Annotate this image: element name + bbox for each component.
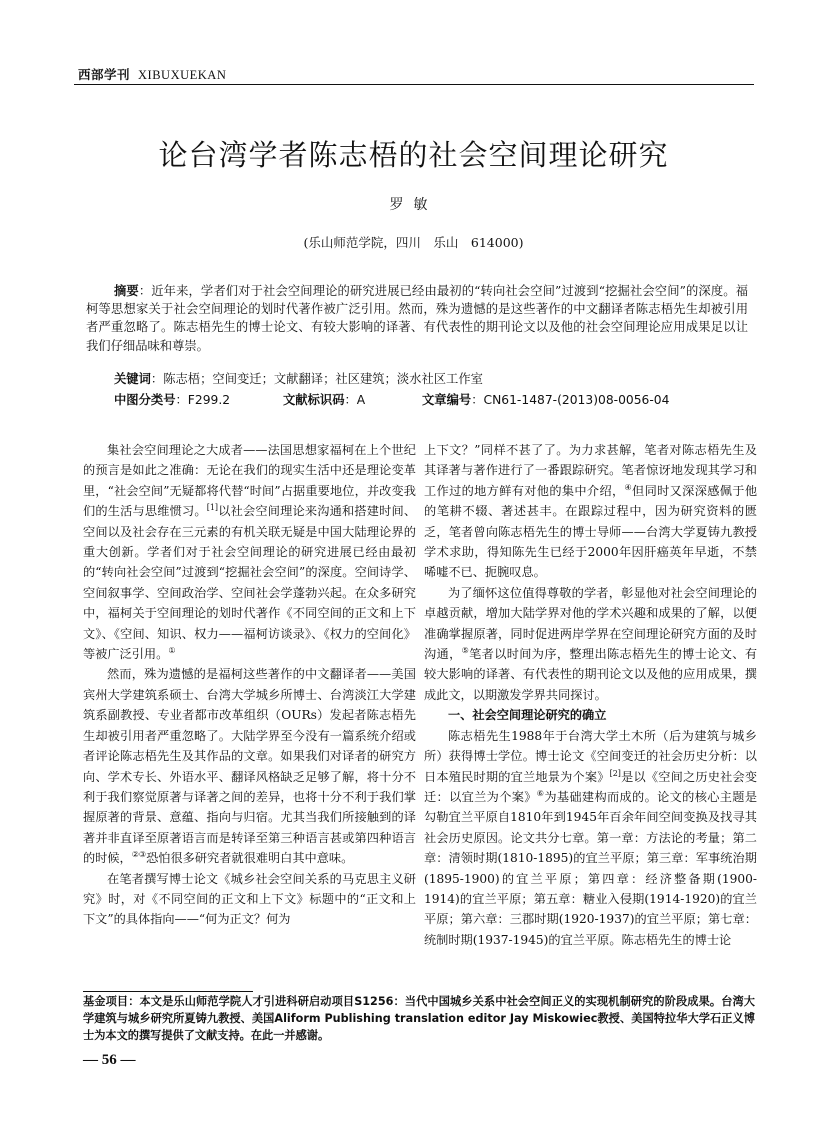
paragraph-text: 上下文？”同样不甚了了。为力求甚解，笔者对陈志梧先生及其译著与著作进行了一番跟踪研究。笔者惊讶地发现其学习和工作过的地方鲜有对他的集中介绍， [424,443,757,498]
paper-title: 论台湾学者陈志梧的社会空间理论研究 [158,138,669,172]
paragraph [424,726,757,950]
body-column-right [424,440,757,950]
note-marker: ④ [624,482,633,492]
body-column-left [83,440,416,930]
article-number [422,390,669,408]
note-marker: ②③ [131,850,147,860]
journal-name-en: XIBUXUEKAN [138,68,227,82]
note-marker: ① [168,646,176,655]
paragraph-text: 然而，殊为遗憾的是福柯这些著作的中文翻译者——美国宾州大学建筑系硕士、台湾大学城乡所博士、台湾淡江大学建筑系副教授、专业者都市改革组织（OURs）发起者陈志梧先生却被引用者严重忽略了。大陆学界至今没有一篇系统介绍或者评论陈志梧先生及其作品的文章。如果我们对译者的研究方向、学术专长、外语水平、翻译风格缺乏足够了解，将十分不利于我们察觉原著与译著之间的差异，也将十分不利于我们掌握原著的背景、意蕴、指向与归宿。尤其当我们所接触到的译著并非直译至原著语言而是转译至第三种语言甚或第四种语言的时候， [83,667,416,866]
abstract [86,282,748,355]
paragraph-text: 但同时又深深感佩于他的笔耕不辍、著述甚丰。在跟踪过程中，因为研究资料的匮乏，笔者曾向陈志梧先生的博士导师——台湾大学夏铸九教授学术求助，得知陈先生已经于2000年因肝癌英年早逝，不禁唏嘘不已、扼腕叹息。 [424,483,758,580]
paragraph [83,869,416,930]
journal-header [78,65,226,83]
document-code-value: ：A [344,393,366,407]
paragraph [424,583,757,705]
paragraph [83,440,416,664]
article-number-label: 文章编号 [422,393,472,407]
paragraph-text: 以社会空间理论来沟通和搭建时间、空间以及社会存在三元素的有机关联无疑是中国大陆理论界的重大创新。学者们对于社会空间理论的研究进展已经由最初的“转向社会空间”过渡到“挖掘社会空间”的深度。空间诗学、空间叙事学、空间政治学、空间社会学蓬勃兴起。在众多研究中，福柯关于空间理论的划时代著作《不同空间的正文和上下文》、《空间、知识、权力——福柯访谈录》、《权力的空间化》等被广泛引用。 [83,504,417,662]
keywords [114,369,754,387]
note-marker: ⑥ [536,788,545,798]
note-marker: ⑤ [461,646,470,655]
keywords-label: 关键词 [114,372,151,386]
paragraph-text: 笔者以时间为序，整理出陈志梧先生的博士论文、有较大影响的译著、有代表性的期刊论文以及他的应用成果，撰成此文，以期激发学界共同探讨。 [424,647,758,702]
paragraph [83,664,416,868]
paragraph-text: 是以《空间之历史社会变迁：以宜兰为个案》 [424,769,758,804]
funding-text: ：本文是乐山师范学院人才引进科研启动项目S1256：当代中国城乡关系中社会空间正义的实现机制研究的阶段成果。台湾大学建筑与城乡研究所夏铸九教授、美国Aliform Publishing translation editor Jay Miskowiec教授、美国特拉华大学石正义博士为本文的撰写提供了文献支持。在此一并感谢。 [83,995,755,1042]
paragraph-text: 集社会空间理论之大成者——法国思想家福柯在上个世纪的预言是如此之准确：无论在我们的现实生活中还是理论变革里，“社会空间”无疑都将代替“时间”占据重要地位，并改变我们的生活与思维惯习。 [83,443,416,519]
keywords-text: ：陈志梧；空间变迁；文献翻译；社区建筑；淡水社区工作室 [150,372,483,386]
paragraph [424,440,757,583]
clc-value: ：F299.2 [175,393,231,407]
clc-label: 中图分类号 [114,393,176,407]
author-affiliation: (乐山师范学院，四川 乐山 614000) [303,235,524,250]
page-number: — 56 — [83,1052,136,1068]
article-number-value: ：CN61-1487-(2013)08-0056-04 [471,393,670,407]
abstract-text: ：近年来，学者们对于社会空间理论的研究进展已经由最初的“转向社会空间”过渡到“挖掘社会空间”的深度。福柯等思想家关于社会空间理论的划时代著作被广泛引用。然而，殊为遗憾的是这些著作的中文翻译者陈志梧先生却被引用者严重忽略了。陈志梧先生的博士论文、有较大影响的译著、有代表性的期刊论文以及他的社会空间理论应用成果足以让我们仔细品味和尊崇。 [86,284,748,353]
reference-marker: [1] [206,503,219,513]
paragraph-text: 陈志梧先生1988年于台湾大学土木所（后为建筑与城乡所）获得博士学位。博士论文《空间变迁的社会历史分析：以日本殖民时期的宜兰地景为个案》 [424,728,757,784]
reference-marker: [2] [609,768,621,778]
paragraph-text: 为基础建构而成的。论文的核心主题是勾勒宜兰平原自1810年到1945年百余年间空间变换及找寻其社会历史原因。论文共分七章。第一章：方法论的考量；第二章：清领时期(1810-1895)的宜兰平原；第三章：军事统治期(1895-1900)的宜兰平原；第四章：经济整备期(1900-1914)的宜兰平原；第五章：糖业入侵期(1914-1920)的宜兰平原；第六章：三郡时期(1920-1937)的宜兰平原；第七章：统制时期(1937-1945)的宜兰平原。陈志梧先生的博士论 [424,789,758,947]
paragraph-text: 恐怕很多研究者就很难明白其中意味。 [146,851,354,866]
section-heading: 一、社会空间理论研究的确立 [448,708,607,723]
clc-number [114,390,230,408]
author-name: 罗敏 [389,197,438,213]
paragraph-text: 为了缅怀这位值得尊敬的学者，彰显他对社会空间理论的卓越贡献，增加大陆学界对他的学术兴趣和成果的了解，以便准确掌握原著，同时促进两岸学界在空间理论研究方面的及时沟通， [424,585,757,662]
abstract-label: 摘要 [114,284,139,298]
document-code [283,390,365,408]
header-divider [74,84,754,85]
funding-label: 基金项目 [83,995,129,1008]
funding-note [83,993,755,1044]
journal-name-cn: 西部学刊 [78,67,131,82]
footnote-divider [83,991,253,992]
document-code-label: 文献标识码 [283,393,345,407]
paragraph-text: 在笔者撰写博士论文《城乡社会空间关系的马克思主义研究》时，对《不同空间的正文和上下文》标题中的“正文和上下文”的具体指向——“何为正文？何为 [83,871,416,927]
